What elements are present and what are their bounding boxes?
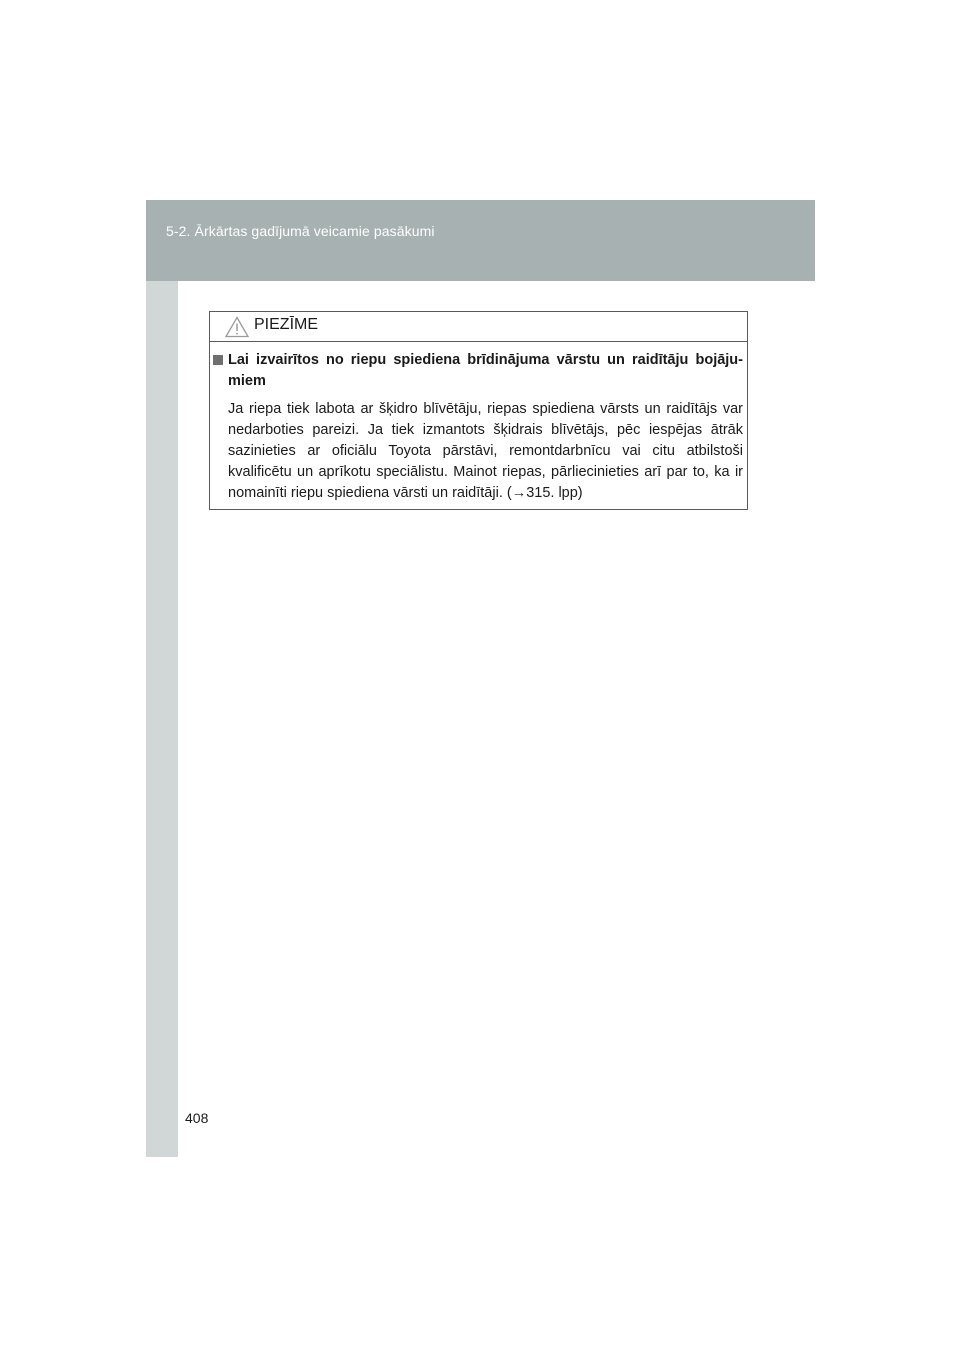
page-number: 408 [185,1110,209,1126]
notice-label: PIEZĪME [254,316,319,333]
warning-triangle-icon [225,316,249,338]
square-bullet-icon [213,355,223,365]
notice-header [210,312,747,342]
notice-box [209,311,748,510]
section-header [146,200,815,281]
section-title: 5-2. Ārkārtas gadījumā veicamie pasākumi [166,223,435,239]
notice-item-title: Lai izvairītos no riepu spiediena brīdinājuma vārstu un raidītāju bojāju-miem [228,352,743,389]
notice-item-text: Ja riepa tiek labota ar šķidro blīvētāju, riepas spiediena vārsts un raidītājs var nedarboties pareizi. Ja tiek izmantots šķidrais blīvētājs, pēc iespējas ātrāk sazinieties ar oficiālu Toyota pārstāvi, remontdarbnīcu vai citu atbilstoši kvalificētu un aprīkotu speciālistu. Mainot riepas, pārliecinieties arī par to, ka ir nomainīti riepu spiediena vārsti un raidītāji. (→315. lpp) [228,401,743,501]
side-strip [146,281,178,1157]
